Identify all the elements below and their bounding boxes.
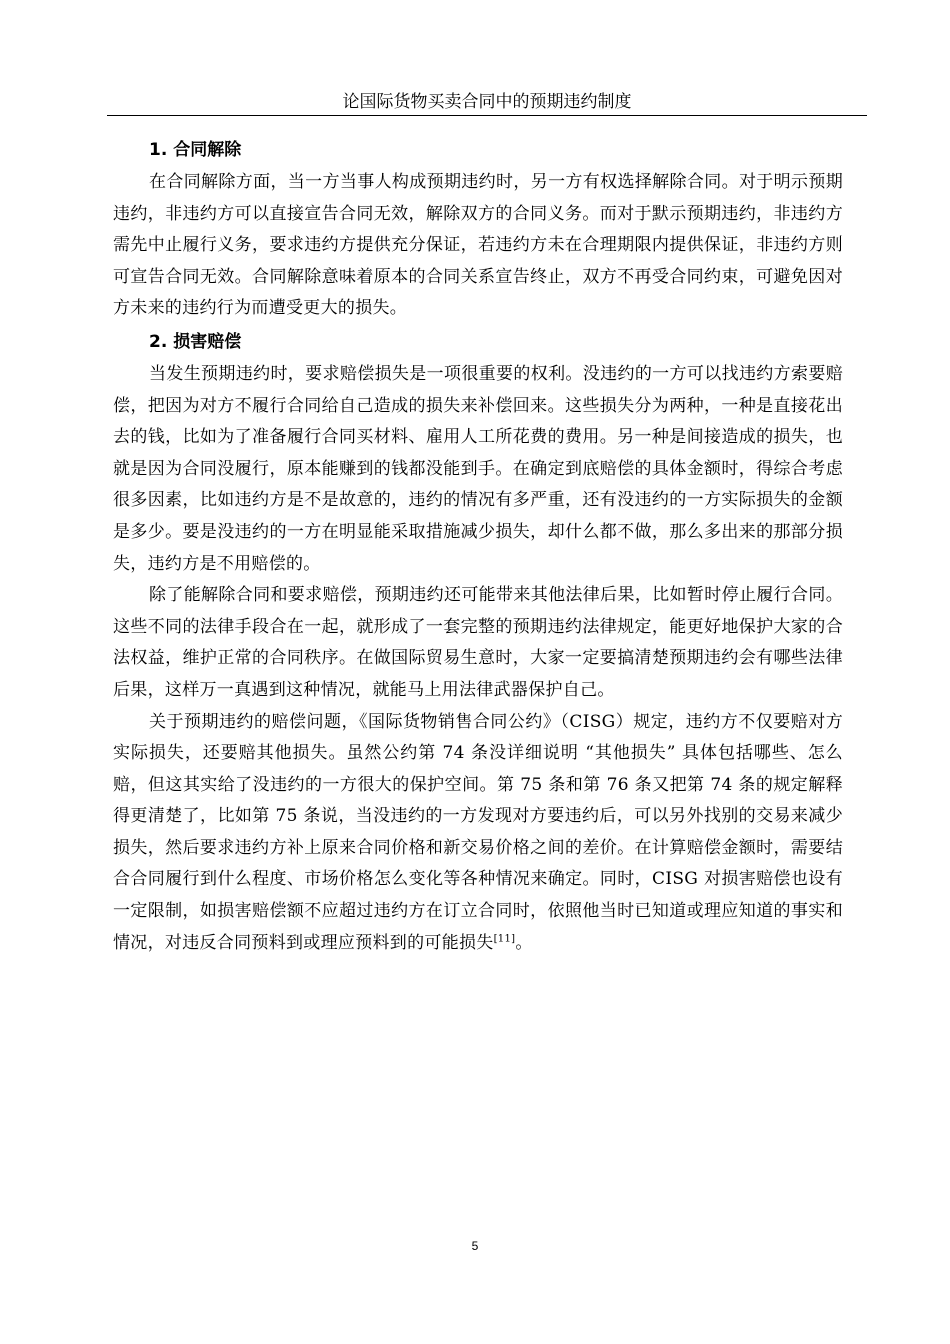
paragraph-damages-3-text: 关于预期违约的赔偿问题，《国际货物销售合同公约》（CISG）规定，违约方不仅要赔对方实际损失，还要赔其他损失。虽然公约第 74 条没详细说明 “其他损失” 具体包括哪些、怎么赔，但这其实给了没违约的一方很大的保护空间。第 75 条和第 76 条又把第 74 条的规定解释得更清楚了，比如第 75 条说，当没违约的一方发现对方要违约后，可以另外找别的交易来减少损失，然后要求违约方补上原来合同价格和新交易价格之间的差价。在计算赔偿金额时，需要结合合同履行到什么程度、市场价格怎么变化等各种情况来确定。同时，CISG 对损害赔偿也设有一定限制，如损害赔偿额不应超过违约方在订立合同时，依照他当时已知道或理应知道的事实和情况，对违反合同预料到或理应预料到的可能损失 — [113, 711, 843, 953]
paragraph-damages-3 — [113, 707, 843, 960]
section-heading-damages: 2. 损害赔偿 — [149, 331, 242, 352]
paragraph-damages-2: 除了能解除合同和要求赔偿，预期违约还可能带来其他法律后果，比如暂时停止履行合同。这些不同的法律手段合在一起，就形成了一套完整的预期违约法律规定，能更好地保护大家的合法权益，维护正常的合同秩序。在做国际贸易生意时，大家一定要搞清楚预期违约会有哪些法律后果，这样万一真遇到这种情况，就能马上用法律武器保护自己。 — [113, 585, 843, 700]
paragraph-damages-1: 当发生预期违约时，要求赔偿损失是一项很重要的权利。没违约的一方可以找违约方索要赔偿，把因为对方不履行合同给自己造成的损失来补偿回来。这些损失分为两种，一种是直接花出去的钱，比如为了准备履行合同买材料、雇用人工所花费的费用。另一种是间接造成的损失，也就是因为合同没履行，原本能赚到的钱都没能到手。在确定到底赔偿的具体金额时，得综合考虑很多因素，比如违约方是不是故意的，违约的情况有多严重，还有没违约的一方实际损失的金额是多少。要是没违约的一方在明显能采取措施减少损失，却什么都不做，那么多出来的那部分损失，违约方是不用赔偿的。 — [113, 363, 843, 574]
running-header: 论国际货物买卖合同中的预期违约制度 — [342, 92, 632, 112]
paragraph-end-punctuation: 。 — [515, 932, 533, 953]
header-rule — [107, 115, 867, 116]
citation-reference[interactable]: [11] — [493, 933, 516, 944]
paragraph-contract-termination: 在合同解除方面，当一方当事人构成预期违约时，另一方有权选择解除合同。对于明示预期违约，非违约方可以直接宣告合同无效，解除双方的合同义务。而对于默示预期违约，非违约方需先中止履行义务，要求违约方提供充分保证，若违约方未在合理期限内提供保证，非违约方则可宣告合同无效。合同解除意味着原本的合同关系宣告终止，双方不再受合同约束，可避免因对方未来的违约行为而遭受更大的损失。 — [113, 172, 843, 319]
section-heading-contract-termination: 1. 合同解除 — [149, 140, 242, 160]
document-body — [113, 133, 843, 959]
page-number: 5 — [471, 1239, 479, 1253]
